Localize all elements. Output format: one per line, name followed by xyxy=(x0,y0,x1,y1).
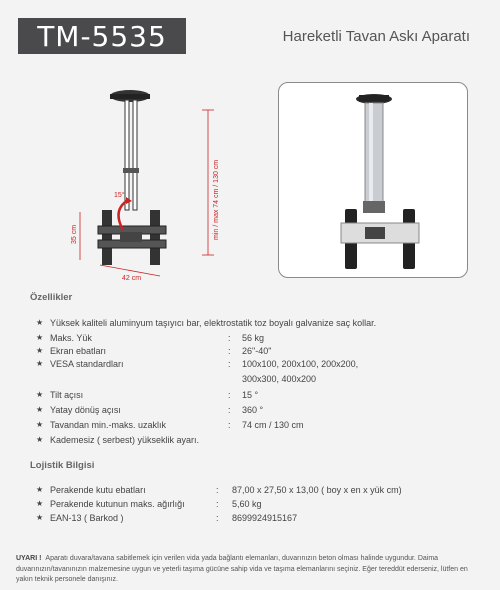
model-badge: TM-5535 xyxy=(18,18,186,54)
warning-text: Aparatı duvara/tavana sabitlemek için verilen vida yada bağlantı elemanları, duvarınızın beton olması halinde uygundur. Daima duvarınızın/tavanınızın malzemesine uygun ve yeterli taşıma gücüne sahip vida ve taşıma elemanlarını seçiniz. Eğer tereddüt ederseniz, lütfen en yakın teknik personele danışınız. xyxy=(16,555,468,583)
range-label: min / max 74 cm / 130 cm xyxy=(213,159,220,240)
mount-diagram xyxy=(50,80,260,280)
features-title: Özellikler xyxy=(30,292,73,303)
warning-note xyxy=(16,554,486,586)
tilt-label: 15° xyxy=(114,192,125,199)
height-label: 35 cm xyxy=(71,224,78,244)
warning-label: UYARI ! xyxy=(16,555,42,562)
product-title: Hareketli Tavan Askı Aparatı xyxy=(282,28,470,45)
logistics-title: Lojistik Bilgisi xyxy=(30,460,95,471)
width-label: 42 cm xyxy=(122,275,142,280)
product-photo xyxy=(278,82,468,278)
